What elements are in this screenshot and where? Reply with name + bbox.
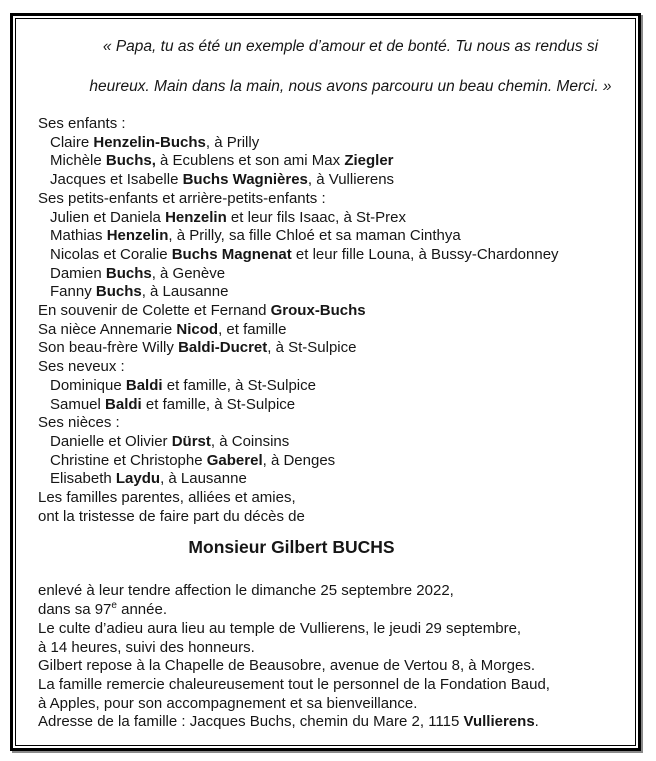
family-line: Les familles parentes, alliées et amies, <box>38 489 296 507</box>
family-line: Ses nièces : <box>38 414 120 432</box>
family-line: Christine et Christophe Gaberel, à Denges <box>50 451 336 469</box>
family-line: Sa nièce Annemarie Nicod, et famille <box>38 320 287 338</box>
closing-line: Le culte d’adieu aura lieu au temple de Vullierens, le jeudi 29 septembre, <box>38 619 522 637</box>
family-line: Son beau-frère Willy Baldi-Ducret, à St-Sulpice <box>38 339 357 357</box>
closing-line: enlevé à leur tendre affection le dimanche 25 septembre 2022, <box>38 582 454 600</box>
family-line: Dominique Baldi et famille, à St-Sulpice <box>50 376 316 394</box>
death-notice <box>10 13 641 751</box>
family-line: Fanny Buchs, à Lausanne <box>50 283 229 301</box>
closing-line: à Apples, pour son accompagnement et sa bienveillance. <box>38 694 418 712</box>
family-line: Samuel Baldi et famille, à St-Sulpice <box>50 395 296 413</box>
family-line: Claire Henzelin-Buchs, à Prilly <box>50 133 260 151</box>
family-line: En souvenir de Colette et Fernand Groux-Buchs <box>38 302 366 320</box>
notice-inner-border <box>15 18 636 746</box>
family-line: Jacques et Isabelle Buchs Wagnières, à Vullierens <box>50 171 395 189</box>
closing-paragraph <box>38 582 613 732</box>
family-line: Ses petits-enfants et arrière-petits-enfants : <box>38 189 326 207</box>
family-line: Elisabeth Laydu, à Lausanne <box>50 470 247 488</box>
family-list <box>38 115 613 526</box>
quote-line-1: « Papa, tu as été un exemple d’amour et de bonté. Tu nous as rendus si <box>102 38 599 55</box>
deceased-name: Monsieur Gilbert BUCHS <box>188 537 395 558</box>
closing-line: Gilbert repose à la Chapelle de Beausobre, avenue de Vertou 8, à Morges. <box>38 657 535 675</box>
quote-line-2: heureux. Main dans la main, nous avons parcouru un beau chemin. Merci. » <box>89 78 612 95</box>
family-line: Ses enfants : <box>38 115 126 132</box>
family-line: Julien et Daniela Henzelin et leur fils Isaac, à St-Prex <box>50 208 406 226</box>
family-line: Michèle Buchs, à Ecublens et son ami Max Ziegler <box>50 152 394 170</box>
closing-line: Adresse de la famille : Jacques Buchs, chemin du Mare 2, 1115 Vullierens. <box>38 713 539 731</box>
closing-line: à 14 heures, suivi des honneurs. <box>38 638 255 656</box>
family-line: Nicolas et Coralie Buchs Magnenat et leur fille Louna, à Bussy-Chardonney <box>50 245 559 263</box>
family-line: Mathias Henzelin, à Prilly, sa fille Chloé et sa maman Cinthya <box>50 227 461 245</box>
closing-line: dans sa 97e année. <box>38 600 167 619</box>
family-line: Ses neveux : <box>38 358 125 376</box>
family-line: Danielle et Olivier Dürst, à Coinsins <box>50 432 290 450</box>
family-line: Damien Buchs, à Genève <box>50 264 226 282</box>
family-line: ont la tristesse de faire part du décès de <box>38 507 305 525</box>
opening-quote <box>38 27 613 115</box>
closing-line: La famille remercie chaleureusement tout le personnel de la Fondation Baud, <box>38 675 550 693</box>
